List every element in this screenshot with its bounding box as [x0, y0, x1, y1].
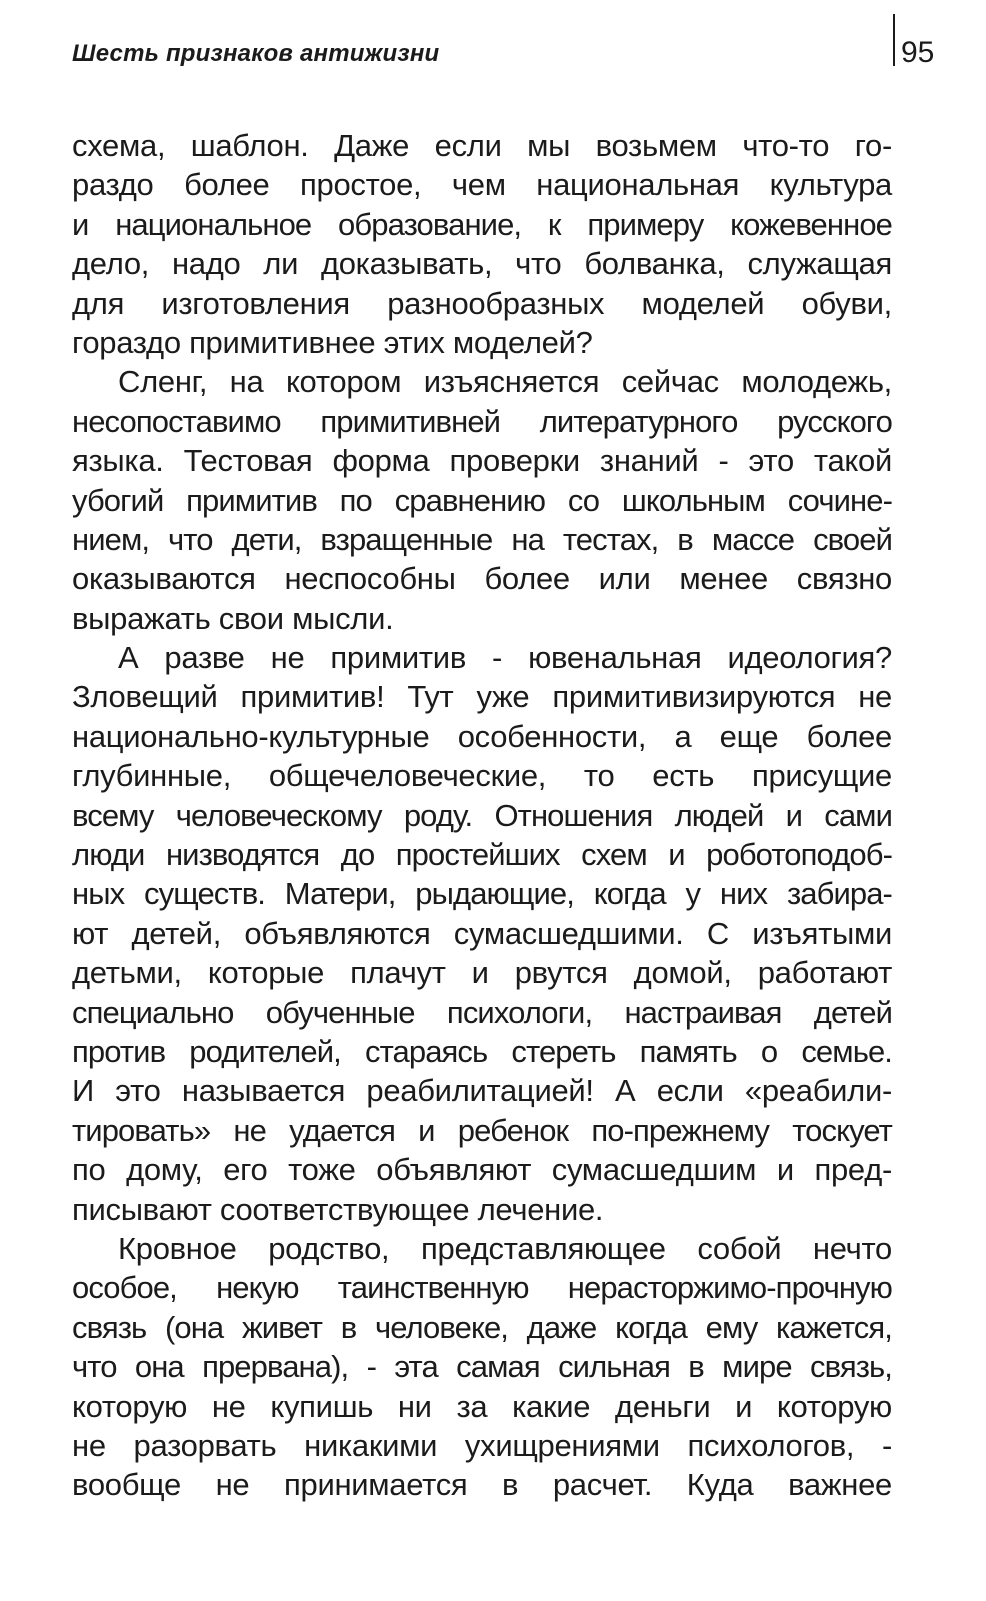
text-line: языка. Тестовая форма проверки знаний - это такой — [72, 443, 892, 479]
text-line: раздо более простое, чем национальная культура — [72, 167, 892, 203]
text-line: против родителей, стараясь стереть память о семье. — [72, 1033, 892, 1069]
text-line: вообще не принимается в расчет. Куда важнее — [72, 1467, 892, 1503]
text-line: Сленг, на котором изъясняется сейчас молодежь, — [118, 364, 892, 400]
text-line: писывают соответствующее лечение. — [72, 1191, 604, 1227]
text-line: А разве не примитив - ювенальная идеология? — [118, 640, 892, 676]
text-line: оказываются неспособны более или менее связно — [72, 561, 892, 597]
header-rule — [893, 14, 895, 66]
page-number: 95 — [901, 36, 935, 69]
text-line: схема, шаблон. Даже если мы возьмем что-то го- — [72, 128, 892, 163]
text-line: всему человеческому роду. Отношения людей и сами — [72, 797, 892, 833]
running-title: Шесть признаков антижизни — [72, 40, 440, 67]
text-line: несопоставимо примитивней литературного русского — [72, 403, 892, 439]
text-line: нием, что дети, взращенные на тестах, в массе своей — [72, 521, 892, 557]
text-line: и национальное образование, к примеру кожевенное — [72, 206, 892, 242]
text-line: что она прервана), - эта самая сильная в мире связь, — [72, 1349, 892, 1385]
text-line: Кровное родство, представляющее собой нечто — [118, 1230, 892, 1266]
text-line: для изготовления разнообразных моделей обуви, — [72, 285, 892, 321]
text-line: глубинные, общечеловеческие, то есть присущие — [72, 758, 892, 794]
text-line: дело, надо ли доказывать, что болванка, служащая — [72, 246, 892, 282]
text-line: люди низводятся до простейших схем и роботоподоб- — [72, 837, 892, 873]
text-line: по дому, его тоже объявляют сумасшедшим и пред- — [72, 1152, 892, 1188]
text-line: Зловещий примитив! Тут уже примитивизируются не — [72, 679, 892, 715]
text-line: особое, некую таинственную нерасторжимо-прочную — [72, 1270, 892, 1306]
text-line: И это называется реабилитацией! А если «реабили- — [72, 1073, 892, 1109]
text-line: специально обученные психологи, настраивая детей — [72, 994, 892, 1030]
text-line: которую не купишь ни за какие деньги и которую — [72, 1388, 892, 1424]
text-line: выражать свои мысли. — [72, 600, 394, 636]
text-line: не разорвать никакими ухищрениями психологов, - — [72, 1427, 892, 1463]
text-line: национально-культурные особенности, а еще более — [72, 718, 892, 754]
text-line: связь (она живет в человеке, даже когда ему кажется, — [72, 1309, 892, 1345]
body-text — [72, 126, 892, 1505]
text-line: детьми, которые плачут и рвутся домой, работают — [72, 955, 892, 991]
text-line: тировать» не удается и ребенок по-прежнему тоскует — [72, 1112, 892, 1148]
text-line: убогий примитив по сравнению со школьным сочине- — [72, 482, 892, 518]
text-line: ют детей, объявляются сумасшедшими. С изъятыми — [72, 915, 892, 951]
text-line: гораздо примитивнее этих моделей? — [72, 324, 593, 360]
text-line: ных существ. Матери, рыдающие, когда у них забира- — [72, 876, 892, 912]
